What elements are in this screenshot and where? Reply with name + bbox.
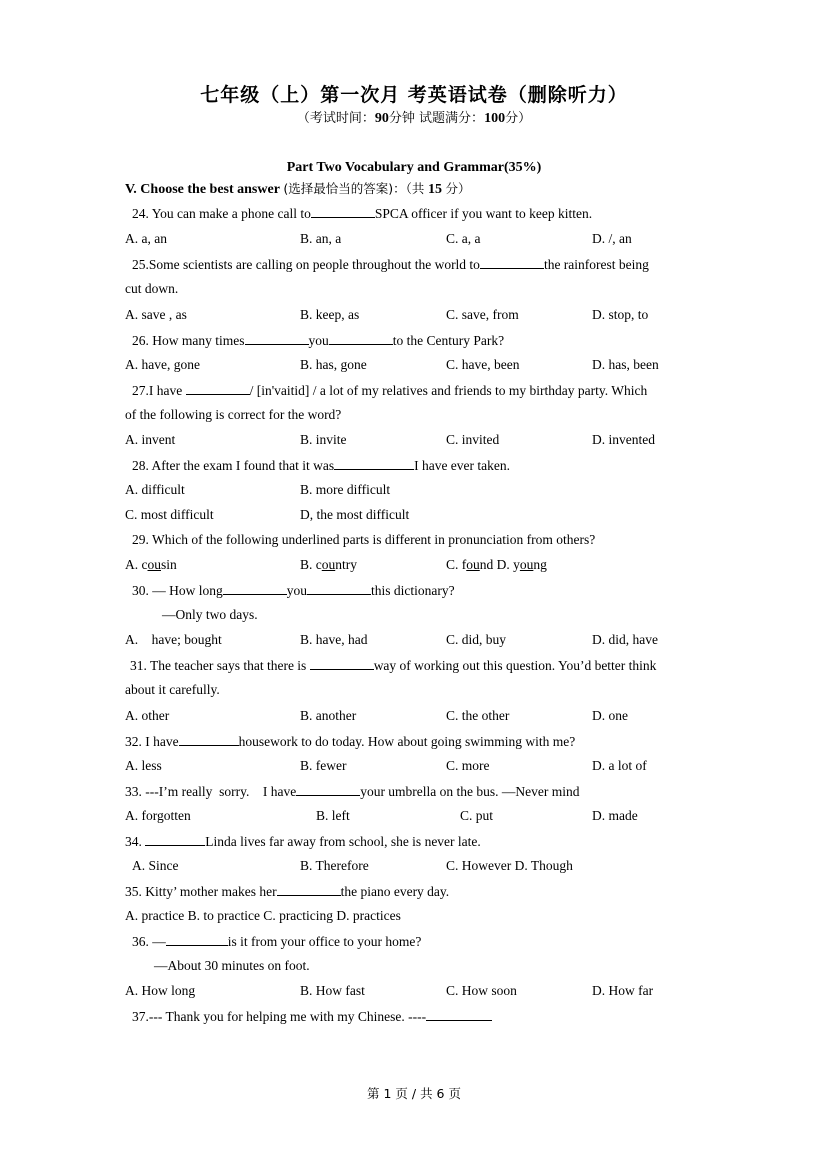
section-heading-cn: (选择最恰当的答案)：（共 [283, 181, 425, 196]
q25-text: 25.Some scientists are calling on people throughout the world to [132, 257, 480, 272]
section-points: 15 [427, 182, 442, 197]
q34-text-end: Linda lives far away from school, she is never late. [205, 834, 481, 849]
q29-a-post: sin [161, 557, 177, 572]
question-27 [132, 382, 647, 399]
q24-option-d: D. /, an [592, 231, 632, 246]
q31-text-end: way of working out this question. You’d better think [373, 658, 657, 673]
q24-option-b: B. an, a [300, 231, 342, 246]
q26-option-c: C. have, been [446, 357, 520, 372]
q28-text-end: I have ever taken. [414, 458, 511, 473]
question-31 [130, 657, 656, 674]
question-34 [125, 833, 481, 850]
q30-option-b: B. have, had [300, 632, 368, 647]
q35-text: 35. Kitty’ mother makes her [125, 884, 277, 899]
q28-option-a: A. difficult [125, 482, 185, 497]
q26-text: 26. How many times [132, 333, 245, 348]
q26-text-end: to the Century Park? [392, 333, 505, 348]
question-37 [132, 1008, 492, 1025]
q29-c-post: nd D. y [479, 557, 520, 572]
answer-blank [334, 457, 414, 470]
answer-blank [223, 582, 287, 595]
answer-blank [179, 733, 239, 746]
q29-d-post: ng [533, 557, 547, 572]
q32-option-b: B. fewer [300, 758, 347, 773]
q28-option-c: C. most difficult [125, 507, 214, 522]
q34-text: 34. [125, 834, 142, 849]
q36-option-a: A. How long [125, 983, 196, 998]
q33-option-c: C. put [460, 808, 494, 823]
q33-option-d: D. made [592, 808, 638, 823]
subtitle-time-label: （考试时间： [296, 111, 375, 126]
q31-option-d: D. one [592, 708, 628, 723]
q25-option-d: D. stop, to [592, 307, 649, 322]
q32-text-end: housework to do today. How about going swimming with me? [238, 734, 576, 749]
q32-option-a: A. less [125, 758, 162, 773]
answer-blank [426, 1008, 492, 1021]
page-title: 七年级（上）第一次月 考英语试卷（删除听力） [200, 84, 628, 106]
q29-a-pre: A. c [125, 557, 148, 572]
q29-c-pre: C. f [446, 557, 467, 572]
q32-option-d: D. a lot of [592, 758, 647, 773]
answer-blank [166, 933, 228, 946]
q30-text-end: this dictionary? [371, 583, 455, 598]
answer-blank [307, 582, 371, 595]
question-30 [132, 582, 455, 599]
q36-option-b: B. How fast [300, 983, 365, 998]
q29-d-underlined: ou [519, 557, 534, 572]
question-35 [125, 883, 449, 900]
q25-option-a: A. save , as [125, 307, 187, 322]
q27-option-a: A. invent [125, 432, 176, 447]
score-value: 100 [484, 111, 506, 126]
q36-text: 36. — [132, 934, 166, 949]
q36-option-c: C. How soon [446, 983, 517, 998]
q32-text: 32. I have [125, 734, 179, 749]
question-36 [132, 933, 421, 950]
q24-option-a: A. a, an [125, 231, 167, 246]
q32-option-c: C. more [446, 758, 490, 773]
q27-continuation: of the following is correct for the word? [125, 407, 342, 422]
q31-continuation: about it carefully. [125, 682, 220, 697]
q33-text-end: your umbrella on the bus. —Never mind [360, 784, 580, 799]
question-33 [125, 783, 580, 800]
answer-blank [310, 657, 374, 670]
answer-blank [480, 256, 544, 269]
answer-blank [186, 382, 250, 395]
q29-a-underlined: ou [147, 557, 161, 572]
answer-blank [245, 332, 309, 345]
subtitle-score-label: 分钟 试题满分： [388, 111, 485, 126]
section-heading-end: 分） [445, 181, 471, 196]
q25-option-c: C. save, from [446, 307, 519, 322]
q37-text: 37.--- Thank you for helping me with my Chinese. ---- [132, 1009, 427, 1024]
section-heading-en: V. Choose the best answer [125, 182, 280, 197]
part-title: Part Two Vocabulary and Grammar(35%) [286, 160, 542, 175]
q29-option-b [300, 557, 357, 573]
question-29: 29. Which of the following underlined parts is different in pronunciation from others? [132, 532, 596, 547]
q30-option-d: D. did, have [592, 632, 658, 647]
q25-text-end: the rainforest being [543, 257, 649, 272]
subtitle-suffix: 分） [505, 111, 532, 126]
q26-option-a: A. have, gone [125, 357, 200, 372]
q34-option-a: A. Since [132, 858, 179, 873]
answer-blank [277, 883, 341, 896]
q24-text-end: SPCA officer if you want to keep kitten. [374, 206, 593, 221]
q28-option-b: B. more difficult [300, 482, 391, 497]
q26-option-d: D. has, been [592, 357, 659, 372]
q35-text-end: the piano every day. [340, 884, 450, 899]
question-25 [132, 256, 649, 273]
q34-option-b: B. Therefore [300, 858, 369, 873]
q26-option-b: B. has, gone [300, 357, 367, 372]
answer-blank [296, 783, 360, 796]
q28-option-d: D, the most difficult [300, 507, 410, 522]
answer-blank [311, 205, 375, 218]
q27-text: 27.I have [132, 383, 183, 398]
q24-text: 24. You can make a phone call to [132, 206, 311, 221]
q36-text-end: is it from your office to your home? [227, 934, 422, 949]
q27-option-c: C. invited [446, 432, 500, 447]
q34-option-c-d: C. However D. Though [446, 858, 573, 873]
q30-option-c: C. did, buy [446, 632, 507, 647]
answer-blank [145, 833, 205, 846]
q29-b-post: ntry [335, 557, 357, 572]
q29-b-pre: B. c [300, 557, 322, 572]
answer-blank [329, 332, 393, 345]
q27-option-d: D. invented [592, 432, 655, 447]
q30-reply: —Only two days. [162, 607, 258, 622]
time-value: 90 [374, 111, 389, 126]
q30-option-a: A. have; bought [125, 632, 222, 647]
q31-text: 31. The teacher says that there is [130, 658, 307, 673]
q28-text: 28. After the exam I found that it was [132, 458, 335, 473]
q29-option-c-d [446, 557, 547, 573]
q35-options: A. practice B. to practice C. practicing D. practices [125, 908, 401, 923]
q29-b-underlined: ou [321, 557, 336, 572]
q33-option-a: A. forgotten [125, 808, 191, 823]
q27-text-end: / [in'vaitid] / a lot of my relatives and friends to my birthday party. Which [249, 383, 648, 398]
q29-c-underlined: ou [466, 557, 480, 572]
question-24 [132, 205, 592, 222]
page-footer: 第 1 页 / 共 6 页 [367, 1086, 461, 1101]
q30-text-mid: you [286, 583, 307, 598]
q29-option-a [125, 557, 177, 573]
q31-option-a: A. other [125, 708, 170, 723]
q27-option-b: B. invite [300, 432, 347, 447]
exam-subtitle [0, 107, 828, 127]
q36-reply: —About 30 minutes on foot. [154, 958, 310, 973]
q33-text: 33. ---I’m really sorry. I have [125, 784, 297, 799]
q25-continuation: cut down. [125, 281, 179, 296]
q30-text: 30. — How long [132, 583, 223, 598]
q31-option-b: B. another [300, 708, 357, 723]
section-heading [125, 179, 470, 198]
q31-option-c: C. the other [446, 708, 510, 723]
question-26 [132, 332, 504, 349]
q33-option-b: B. left [316, 808, 350, 823]
q25-option-b: B. keep, as [300, 307, 360, 322]
question-28 [132, 457, 510, 474]
q26-text-mid: you [308, 333, 329, 348]
q24-option-c: C. a, a [446, 231, 481, 246]
q36-option-d: D. How far [592, 983, 654, 998]
question-32 [125, 733, 575, 750]
